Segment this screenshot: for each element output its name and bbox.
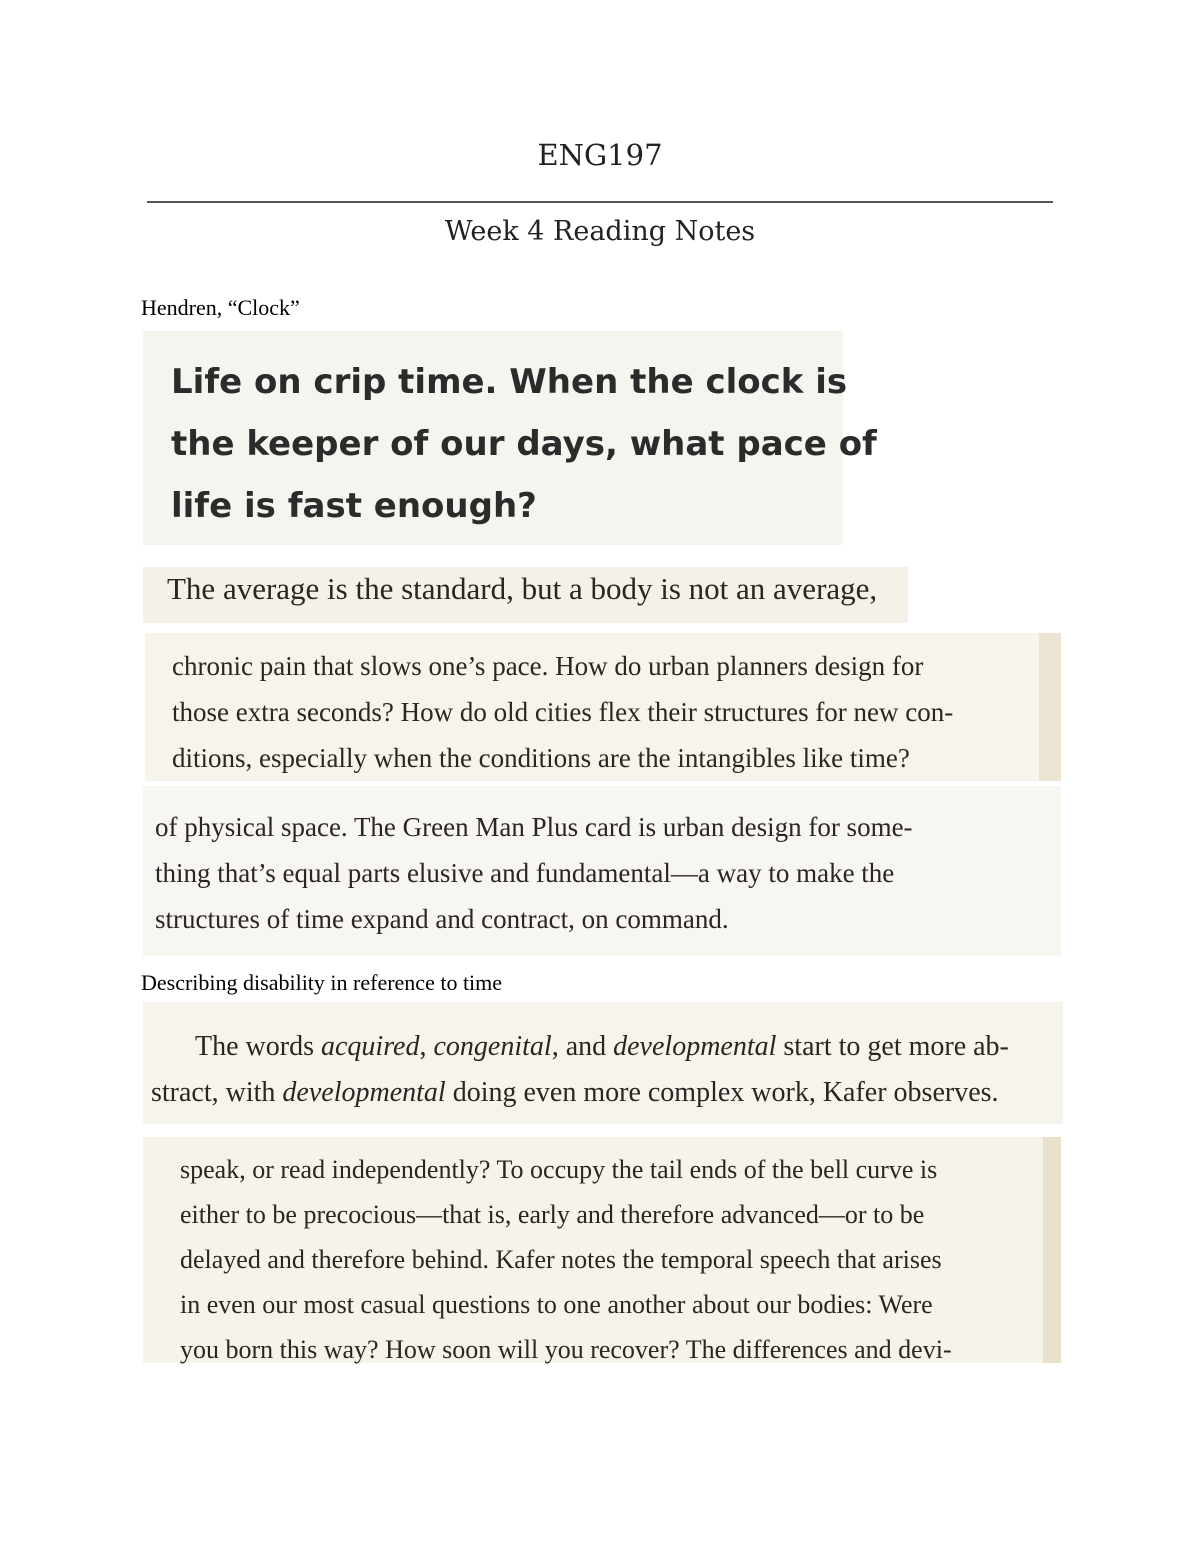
excerpt-line [151,1024,1063,1070]
excerpt-italic: acquired [320,1031,420,1062]
excerpt-line: in even our most casual questions to one another about our bodies: Were [180,1290,933,1319]
excerpt-line: either to be precocious—that is, early and therefore advanced—or to be [180,1200,925,1229]
excerpt-text: , [419,1031,434,1062]
section-heading-disability-time: Describing disability in reference to time [141,970,503,995]
scan-excerpt-words [143,1002,1063,1124]
excerpt-line: the keeper of our days, what pace of [171,424,877,464]
excerpt-text: stract, with [151,1077,283,1108]
excerpt-line: speak, or read independently? To occupy the tail ends of the bell curve is [180,1155,938,1184]
excerpt-line: life is fast enough? [171,486,537,526]
scan-excerpt-speak [143,1137,1061,1363]
scan-page-edge [1039,633,1061,781]
excerpt-line: those extra seconds? How do old cities flex their structures for new con- [172,697,954,727]
excerpt-line: delayed and therefore behind. Kafer notes the temporal speech that arises [180,1245,942,1274]
excerpt-line: Life on crip time. When the clock is [171,362,848,402]
scan-excerpt-pullquote [143,331,877,545]
excerpt-text: , and [551,1031,614,1062]
excerpt-text: The words [195,1031,321,1062]
week-title: Week 4 Reading Notes [444,216,756,247]
excerpt-line: ditions, especially when the conditions are the intangibles like time? [172,743,910,773]
excerpt-text: doing even more complex work, Kafer observes. [445,1077,999,1108]
excerpt-line: thing that’s equal parts elusive and fundamental—a way to make the [155,858,895,888]
scan-excerpt-average [143,567,908,623]
scan-excerpt-chronic-pain [145,633,1061,781]
excerpt-italic: congenital [433,1031,552,1062]
header-divider [147,201,1053,203]
section-heading-hendren: Hendren, “Clock” [141,295,300,320]
excerpt-line: chronic pain that slows one’s pace. How do urban planners design for [172,651,924,681]
excerpt-line: structures of time expand and contract, on command. [155,904,729,934]
excerpt-line: you born this way? How soon will you recover? The differences and devi- [180,1335,952,1364]
scan-page-edge [1043,1137,1061,1363]
scan-excerpt-green-man [143,786,1061,956]
excerpt-text: start to get more ab- [776,1031,1009,1062]
excerpt-italic: developmental [613,1031,777,1062]
excerpt-line [151,1070,1063,1116]
course-title: ENG197 [537,138,663,172]
excerpt-line: of physical space. The Green Man Plus card is urban design for some- [155,812,913,842]
excerpt-italic: developmental [282,1077,446,1108]
excerpt-line: The average is the standard, but a body is not an average, [167,571,878,606]
